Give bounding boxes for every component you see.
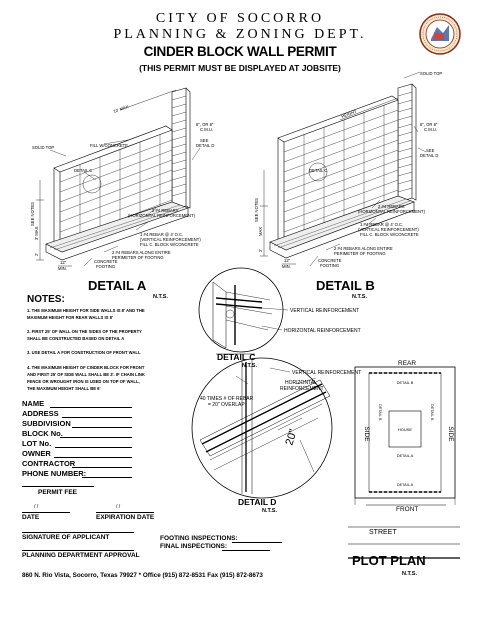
expiration-separators: / / xyxy=(116,504,121,510)
plot-detail-b-right: DETAIL B xyxy=(430,404,434,421)
detail-c-horiz: HORIZONTAL REINFORCEMENT xyxy=(284,328,361,334)
approval-input[interactable] xyxy=(22,550,134,551)
detail-b-vert2: (VERTICAL REINFORCEMENT) xyxy=(358,227,419,232)
field-subdivision-input[interactable] xyxy=(72,427,132,428)
detail-b-min: MIN. xyxy=(282,264,291,269)
date-input[interactable] xyxy=(22,512,70,513)
detail-b-rebar2: (HORIZONTAL REINFORCEMENT) xyxy=(358,209,425,214)
field-block-label: BLOCK No. xyxy=(22,429,63,438)
detail-a-vert3: FILL C. BLOCK W/CONCRETE xyxy=(140,242,199,247)
detail-d-drawing xyxy=(192,358,332,498)
detail-b-nts: N.T.S. xyxy=(352,294,367,300)
detail-a-fill: FILL W/CONCRETE xyxy=(90,143,129,148)
detail-a-perim: 2 #4 REBARS ALONG ENTIRE xyxy=(112,250,171,255)
field-name-input[interactable] xyxy=(50,407,132,408)
permit-fee-input[interactable] xyxy=(22,486,94,487)
field-phone-input[interactable] xyxy=(82,477,132,478)
note-4d: THE MAXIMUM HEIGHT SHALL BE 6' xyxy=(27,386,101,391)
detail-b-cmu2: C.M.U. xyxy=(424,127,438,132)
detail-b-see: SEE xyxy=(426,148,435,153)
detail-a-rebar: 2 #4 REBARS xyxy=(152,208,179,213)
detail-c-label: DETAIL C xyxy=(217,352,256,362)
plot-detail-b-left: DETAIL B xyxy=(378,404,382,421)
field-name-label: NAME xyxy=(22,399,45,408)
signature-input[interactable] xyxy=(22,532,134,533)
plot-house: HOUSE xyxy=(397,427,413,432)
permit-title: CINDER BLOCK WALL PERMIT xyxy=(143,44,337,59)
detail-b-max: MAX xyxy=(258,226,263,236)
field-contractor-input[interactable] xyxy=(72,467,132,468)
plot-rear: REAR xyxy=(398,360,417,367)
detail-a-min: MIN. xyxy=(58,266,67,271)
plot-front: FRONT xyxy=(396,506,419,513)
approval-label: PLANNING DEPARTMENT APPROVAL xyxy=(22,552,140,559)
detail-b-label: DETAIL B xyxy=(316,278,375,293)
plot-side-right: SIDE xyxy=(447,426,454,442)
detail-b-height: HEIGHT xyxy=(340,108,358,119)
note-1b: MAXIMUM HEIGHT FOR REAR WALLS IS 8' xyxy=(27,315,113,320)
department-name: PLANNING & ZONING DEPT. xyxy=(113,27,367,42)
plot-side-left: SIDE xyxy=(363,426,370,442)
detail-a-vert2: (VERTICAL REINFORCEMENT) xyxy=(140,237,201,242)
detail-a-nts: N.T.S. xyxy=(153,294,168,300)
detail-b-perim2: PERIMETER OF FOOTING xyxy=(334,251,386,256)
detail-b-see-notes: SEE NOTES xyxy=(254,198,259,222)
detail-c-drawing xyxy=(199,268,288,352)
note-4c: FENCE OR WROUGHT IRON IS USED ON TOP OF WALL, xyxy=(27,379,140,384)
footing-inspections-label: FOOTING INSPECTIONS: xyxy=(160,535,238,542)
detail-d-label: DETAIL D xyxy=(238,497,277,507)
detail-a-vert: 1 #4 REBAR @ 4' O.C. xyxy=(140,232,184,237)
detail-b-vert: 1 #4 REBAR @ 4' O.C. xyxy=(360,222,404,227)
note-4b: AND FIRST 25' OF SIDE WALL SHALL BE 3'. IF CHAIN LINK xyxy=(27,372,145,377)
signature-label: SIGNATURE OF APPLICANT xyxy=(22,534,110,541)
detail-a-solid-top: SOLID TOP xyxy=(32,145,55,150)
detail-b-vert3: FILL C. BLOCK W/CONCRETE xyxy=(360,232,419,237)
detail-a-footing: CONCRETE xyxy=(94,259,118,264)
date-label: DATE xyxy=(22,514,40,521)
detail-a-see-notes: SEE NOTES xyxy=(30,202,35,226)
plot-detail-a-front: DETAIL A xyxy=(396,483,414,487)
detail-b-detail-c: DETAIL C xyxy=(309,168,328,173)
footing-inspections-input[interactable] xyxy=(232,542,282,543)
city-name: CITY OF SOCORRO xyxy=(155,11,325,26)
date-separators: / / xyxy=(34,504,39,510)
detail-a-dim2: 12" xyxy=(60,260,67,265)
detail-b-cmu: 6", OR 8" xyxy=(420,122,438,127)
detail-b-rebar: 2 #4 REBARS xyxy=(378,204,405,209)
detail-a-length: 10' MAX xyxy=(112,103,130,114)
note-1a: 1. THE MAXIMUM HEIGHT FOR SIDE WALLS IS 8' AND THE xyxy=(27,308,145,313)
detail-d-overlap: 40 TIMES # OF REBAR xyxy=(200,396,254,402)
note-4a: 4. THE MAXIMUM HEIGHT OF CINDER BLOCK FOR FRONT xyxy=(27,365,145,370)
field-phone-label: PHONE NUMBER: xyxy=(22,469,87,478)
detail-a-cmu: 6", OR 8" xyxy=(196,122,214,127)
detail-b-footing2: FOOTING xyxy=(320,263,340,268)
notes-heading: NOTES: xyxy=(27,294,65,305)
detail-a-height: 3' MAX. xyxy=(34,225,39,240)
plot-plan-title: PLOT PLAN xyxy=(352,553,426,568)
detail-b-footing: CONCRETE xyxy=(318,258,342,263)
display-notice: (THIS PERMIT MUST BE DISPLAYED AT JOBSITE) xyxy=(139,63,341,73)
field-lot-label: LOT No. xyxy=(22,439,52,448)
note-2b: SHALL BE CONSTRUCTED BASED ON DETAIL A xyxy=(27,336,125,341)
plot-plan-nts: N.T.S. xyxy=(402,571,417,577)
detail-a-detail-c: DETAIL C xyxy=(74,168,93,173)
detail-d-vert: VERTICAL REINFORCEMENT xyxy=(292,370,362,376)
field-address-input[interactable] xyxy=(62,417,132,418)
expiration-label: EXPIRATION DATE xyxy=(96,514,155,521)
detail-b-perim: 2 #4 REBARS ALONG ENTIRE xyxy=(334,246,393,251)
detail-d-horiz: HORIZONTAL xyxy=(285,380,317,386)
plot-detail-b-rear: DETAIL B xyxy=(396,381,414,385)
detail-a-perim2: PERIMETER OF FOOTING xyxy=(112,255,164,260)
detail-d-horiz2: REINFORCEMENT xyxy=(280,386,324,392)
detail-a-see2: DETAIL D xyxy=(196,143,215,148)
final-inspections-label: FINAL INSPECTIONS: xyxy=(160,543,228,550)
footer-address: 860 N. Rio Vista, Socorro, Texas 79927 * Office (915) 872-8531 Fax (915) 872-8673 xyxy=(22,572,263,579)
detail-b-dim2: 12" xyxy=(284,258,291,263)
detail-b-dim1: 2' xyxy=(258,248,263,252)
field-contractor-label: CONTRACTOR xyxy=(22,459,76,468)
detail-d-dim: 20" xyxy=(283,427,300,447)
plot-detail-a-mid: DETAIL A xyxy=(396,454,414,458)
plot-street: STREET xyxy=(369,529,397,536)
detail-d-overlap2: = 20" OVERLAP xyxy=(208,402,245,408)
detail-a-dim1: 2' xyxy=(34,252,39,256)
expiration-input[interactable] xyxy=(96,512,154,513)
field-subdivision-label: SUBDIVISION xyxy=(22,419,71,428)
detail-b-solid-top: SOLID TOP xyxy=(420,71,443,76)
field-lot-input[interactable] xyxy=(55,447,132,448)
detail-d-nts: N.T.S. xyxy=(262,508,277,514)
detail-a-cmu2: C.M.U. xyxy=(200,127,214,132)
note-2a: 2. FIRST 25' OF WALL ON THE SIDES OF THE PROPERTY xyxy=(27,329,142,334)
field-block-input[interactable] xyxy=(60,437,132,438)
permit-fee-label: PERMIT FEE xyxy=(38,489,78,496)
detail-a-see: SEE xyxy=(200,138,209,143)
detail-a-footing2: FOOTING xyxy=(96,264,116,269)
field-owner-input[interactable] xyxy=(54,457,132,458)
field-address-label: ADDRESS xyxy=(22,409,59,418)
final-inspections-input[interactable] xyxy=(222,550,270,551)
detail-c-nts: N.T.S. xyxy=(242,363,257,369)
detail-a-label: DETAIL A xyxy=(88,278,147,293)
note-3: 3. USE DETAIL A FOR CONSTRUCTION OF FRONT WALL xyxy=(27,350,141,355)
detail-c-vert: VERTICAL REINFORCEMENT xyxy=(290,308,360,314)
detail-a-rebar2: (HORIZONTAL REINFORCEMENT) xyxy=(128,213,195,218)
field-owner-label: OWNER xyxy=(22,449,51,458)
detail-b-see2: DETAIL D xyxy=(420,153,439,158)
